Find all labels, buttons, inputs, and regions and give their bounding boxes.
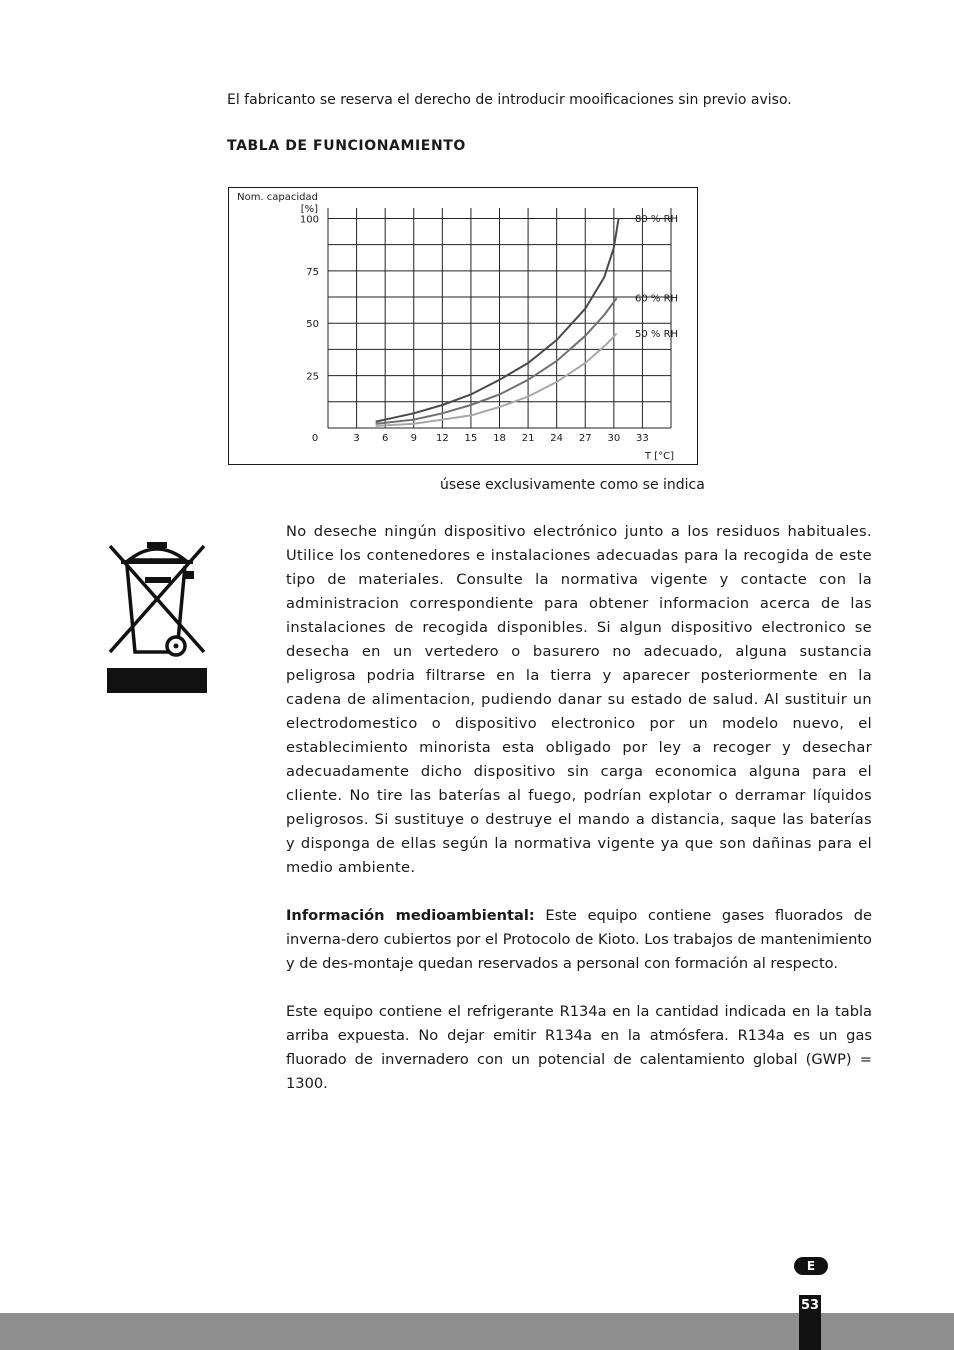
- x-tick-label: 21: [521, 433, 535, 444]
- environmental-label: Información medioambiental:: [286, 907, 535, 924]
- x-tick-label: 33: [636, 433, 649, 444]
- performance-chart-svg: [229, 188, 699, 466]
- y-axis-unit: [%]: [300, 204, 318, 215]
- crossed-out-wheelie-bin-icon: [107, 540, 207, 693]
- y-axis-label: Nom. capacidad: [237, 192, 318, 203]
- series-label: 80 % RH: [635, 213, 679, 225]
- chart-caption: úsese exclusivamente como se indica: [440, 477, 705, 493]
- y-tick-label: 25: [306, 371, 319, 383]
- x-tick-label: 9: [410, 433, 417, 444]
- series-line: [376, 298, 617, 424]
- x-tick-label: 27: [578, 433, 592, 444]
- x-axis-label: T [°C]: [644, 451, 674, 462]
- series-line: [376, 219, 619, 422]
- x-tick-label: 24: [550, 433, 564, 444]
- environmental-text: Este equipo contiene gases fluorados de inverna-dero cubiertos por el Protocolo de Kioto. Los trabajos de mantenimiento y de des-montaje quedan reservados a personal con formación al respecto.: [286, 907, 872, 972]
- language-badge: E: [794, 1257, 828, 1275]
- x-tick-label: 6: [381, 433, 389, 444]
- environmental-paragraph: [286, 904, 872, 976]
- y-tick-label: 100: [299, 214, 319, 226]
- x-tick-label: 12: [435, 433, 449, 444]
- x-tick-label: 18: [493, 433, 506, 444]
- disposal-information: [286, 520, 872, 1120]
- series-label: 60 % RH: [635, 293, 679, 305]
- notice-text: El fabricanto se reserva el derecho de introducir mooificaciones sin previo aviso.: [227, 92, 792, 108]
- series-label: 50 % RH: [635, 329, 679, 341]
- y-tick-label: 50: [306, 319, 319, 331]
- x-tick-label: 3: [353, 433, 360, 444]
- y-tick-label: 75: [306, 266, 319, 278]
- series-line: [376, 334, 617, 426]
- performance-chart: [228, 187, 698, 465]
- section-title: TABLA DE FUNCIONAMIENTO: [227, 138, 466, 154]
- disposal-paragraph: No deseche ningún dispositivo electrónico junto a los residuos habituales. Utilice los contenedores e instalaciones adecuadas para la recogida de este tipo de materiales. Consulte la normativa vigente y contacte con la administracion correspondiente para obtener informacion acerca de las instalaciones de recogida disponibles. Si algun dispositivo electronico se desecha en un vertedero o basurero no adecuado, alguna sustancia peligrosa podria filtrarse en la tierra y aparecer posteriormente en la cadena de alimentacion, pudiendo danar su estado de salud. Al sustituir un electrodomestico o dispositivo electronico por un modelo nuevo, el establecimiento minorista esta obligado por ley a recoger y desechar adecuadamente dicho dispositivo sin carga economica alguna para el cliente. No tire las baterías al fuego, podrían explotar o derramar líquidos peligrosos. Si sustituye o destruye el mando a distancia, saque las baterías y disponga de ellas según la normativa vigente ya que son dañinas para el medio ambiente.: [286, 523, 872, 876]
- refrigerant-paragraph: Este equipo contiene el refrigerante R134a en la cantidad indicada en la tabla arriba expuesta. No dejar emitir R134a en la atmósfera. R134a es un gas fluorado de invernadero con un potencial de calentamiento global (GWP) = 1300.: [286, 1003, 872, 1092]
- x-tick-label: 15: [464, 433, 478, 444]
- page-number: 53: [799, 1295, 821, 1350]
- origin-label: 0: [311, 433, 319, 444]
- x-tick-label: 30: [607, 433, 621, 444]
